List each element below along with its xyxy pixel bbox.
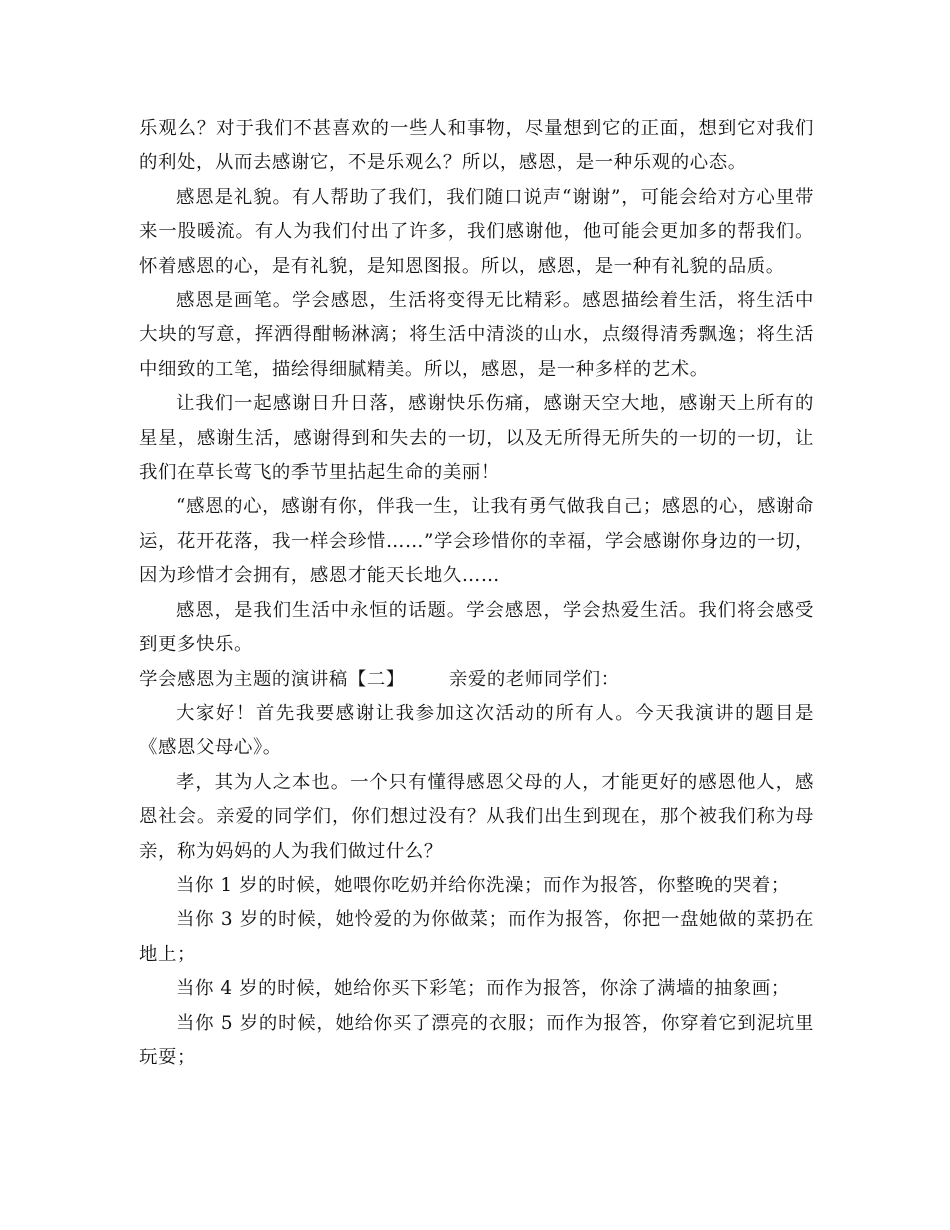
salutation: 亲爱的老师同学们： bbox=[448, 668, 620, 690]
paragraph-6: 感恩，是我们生活中永恒的话题。学会感恩，学会热爱生活。我们将会感受到更多快乐。 bbox=[139, 599, 814, 656]
paragraph-2: 感恩是礼貌。有人帮助了我们，我们随口说声“谢谢”，可能会给对方心里带来一股暖流。有人为我们付出了许多，我们感谢他，他可能会更加多的帮我们。怀着感恩的心，是有礼貌，是知恩图报。所以，感恩，是一种有礼貌的品质。 bbox=[139, 186, 814, 277]
section-heading bbox=[139, 663, 814, 697]
paragraph-8: 孝，其为人之本也。一个只有懂得感恩父母的人，才能更好的感恩他人，感恩社会。亲爱的同学们，你们想过没有？从我们出生到现在，那个被我们称为母亲，称为妈妈的人为我们做过什么？ bbox=[139, 771, 814, 862]
paragraph-3: 感恩是画笔。学会感恩，生活将变得无比精彩。感恩描绘着生活，将生活中大块的写意，挥洒得酣畅淋漓；将生活中清淡的山水，点缀得清秀飘逸；将生活中细致的工笔，描绘得细腻精美。所以，感恩，是一种多样的艺术。 bbox=[139, 290, 814, 380]
document-body bbox=[139, 112, 814, 1075]
paragraph-1: 乐观么？对于我们不甚喜欢的一些人和事物，尽量想到它的正面，想到它对我们的利处，从而去感谢它，不是乐观么？所以，感恩，是一种乐观的心态。 bbox=[139, 118, 814, 174]
paragraph-4: 让我们一起感谢日升日落，感谢快乐伤痛，感谢天空大地，感谢天上所有的星星，感谢生活，感谢得到和失去的一切，以及无所得无所失的一切的一切，让我们在草长莺飞的季节里拈起生命的美丽！ bbox=[139, 393, 814, 484]
paragraph-7: 大家好！首先我要感谢让我参加这次活动的所有人。今天我演讲的题目是《感恩父母心》。 bbox=[139, 702, 814, 759]
paragraph-11: 当你 4 岁的时候，她给你买下彩笔；而作为报答，你涂了满墙的抽象画； bbox=[176, 978, 790, 1000]
section-title: 学会感恩为主题的演讲稿【二】 bbox=[139, 668, 405, 690]
paragraph-5: “感恩的心，感谢有你，伴我一生，让我有勇气做我自己；感恩的心，感谢命运，花开花落，我一样会珍惜……”学会珍惜你的幸福，学会感谢你身边的一切，因为珍惜才会拥有，感恩才能天长地久…… bbox=[139, 496, 814, 587]
paragraph-12: 当你 5 岁的时候，她给你买了漂亮的衣服；而作为报答，你穿着它到泥坑里玩耍； bbox=[139, 1012, 814, 1068]
paragraph-9: 当你 1 岁的时候，她喂你吃奶并给你洗澡；而作为报答，你整晚的哭着； bbox=[176, 874, 790, 896]
paragraph-10: 当你 3 岁的时候，她怜爱的为你做菜；而作为报答，你把一盘她做的菜扔在地上； bbox=[139, 909, 814, 965]
